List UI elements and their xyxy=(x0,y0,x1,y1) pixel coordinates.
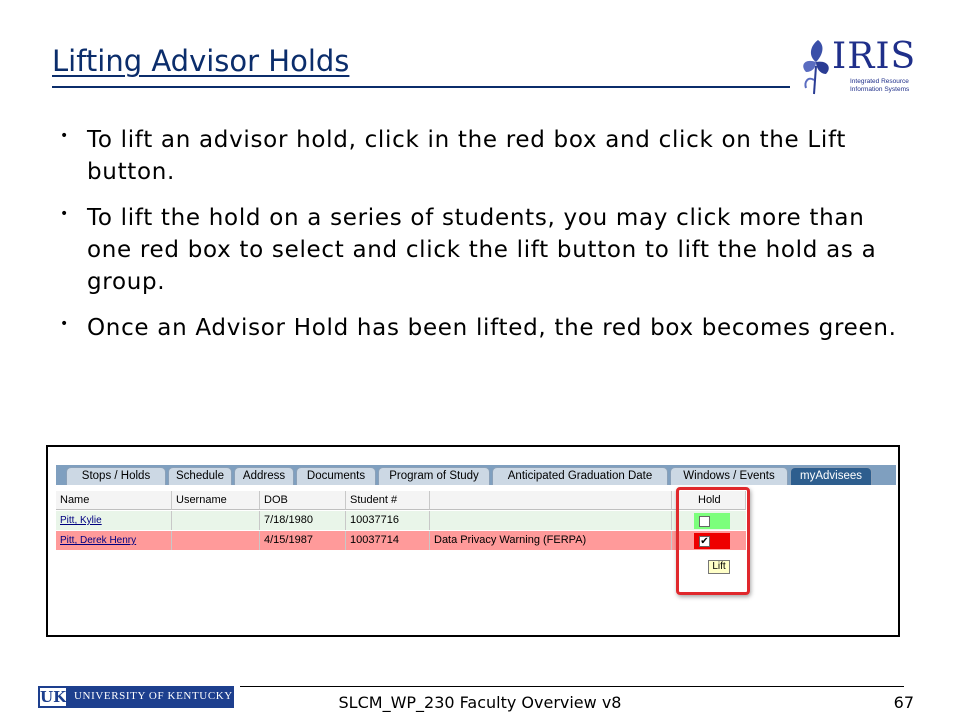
tab-program-of-study[interactable]: Program of Study xyxy=(378,467,490,485)
bullet-dot-icon: • xyxy=(60,128,69,144)
tab-my-advisees[interactable]: myAdvisees xyxy=(790,467,872,485)
column-header-hold: Hold xyxy=(672,491,746,510)
bullet-dot-icon: • xyxy=(60,316,69,332)
column-header-dob: DOB xyxy=(260,491,346,510)
university-name: UNIVERSITY OF KENTUCKY xyxy=(74,690,233,702)
student-number-cell: 10037716 xyxy=(346,511,430,530)
hold-column-highlight xyxy=(676,487,750,595)
bullet-text: To lift an advisor hold, click in the red box and click on the Lift button. xyxy=(87,127,847,185)
title-rule xyxy=(52,86,790,88)
footer-title: SLCM_WP_230 Faculty Overview v8 xyxy=(338,693,622,712)
dob-cell: 4/15/1987 xyxy=(260,531,346,550)
tab-windows-events[interactable]: Windows / Events xyxy=(670,467,788,485)
note-cell xyxy=(430,511,672,530)
column-header-username: Username xyxy=(172,491,260,510)
iris-logo xyxy=(798,34,917,98)
tab-bar xyxy=(56,465,896,485)
column-header-name: Name xyxy=(56,491,172,510)
table-row xyxy=(56,531,746,550)
iris-logo-line1: Integrated Resource xyxy=(850,78,909,85)
bullet-list xyxy=(60,124,900,358)
tab-anticipated-graduation-date[interactable]: Anticipated Graduation Date xyxy=(492,467,668,485)
iris-logo-name: IRIS xyxy=(832,36,917,77)
username-cell xyxy=(172,531,260,550)
student-name-link[interactable]: Pitt, Kylie xyxy=(60,515,102,526)
student-name-link[interactable]: Pitt, Derek Henry xyxy=(60,535,137,546)
table-row xyxy=(56,511,746,530)
tab-documents[interactable]: Documents xyxy=(296,467,376,485)
page-number: 67 xyxy=(893,693,914,712)
name-cell xyxy=(56,531,172,550)
tab-schedule[interactable]: Schedule xyxy=(168,467,232,485)
note-cell: Data Privacy Warning (FERPA) xyxy=(430,531,672,550)
bullet-text: To lift the hold on a series of students, you may click more than one red box to select and click the lift button to lift the hold as a group. xyxy=(87,205,877,295)
dob-cell: 7/18/1980 xyxy=(260,511,346,530)
footer-rule xyxy=(240,686,904,687)
column-header-student-number: Student # xyxy=(346,491,430,510)
tab-address[interactable]: Address xyxy=(234,467,294,485)
uk-mark: UK xyxy=(40,688,67,706)
bullet-text: Once an Advisor Hold has been lifted, the red box becomes green. xyxy=(87,315,897,341)
iris-logo-line2: Information Systems xyxy=(850,86,910,93)
username-cell xyxy=(172,511,260,530)
slide-title: Lifting Advisor Holds xyxy=(52,44,350,78)
bullet-item xyxy=(60,312,900,344)
bullet-item xyxy=(60,202,900,298)
name-cell xyxy=(56,511,172,530)
tab-stops-holds[interactable]: Stops / Holds xyxy=(66,467,166,485)
bullet-item xyxy=(60,124,900,188)
bullet-dot-icon: • xyxy=(60,206,69,222)
embedded-screenshot xyxy=(46,445,900,637)
lift-button[interactable]: Lift xyxy=(708,560,730,574)
column-header-note xyxy=(430,491,672,510)
student-number-cell: 10037714 xyxy=(346,531,430,550)
hold-checkbox[interactable]: ✔ xyxy=(700,536,709,547)
table-header-row xyxy=(56,491,746,510)
